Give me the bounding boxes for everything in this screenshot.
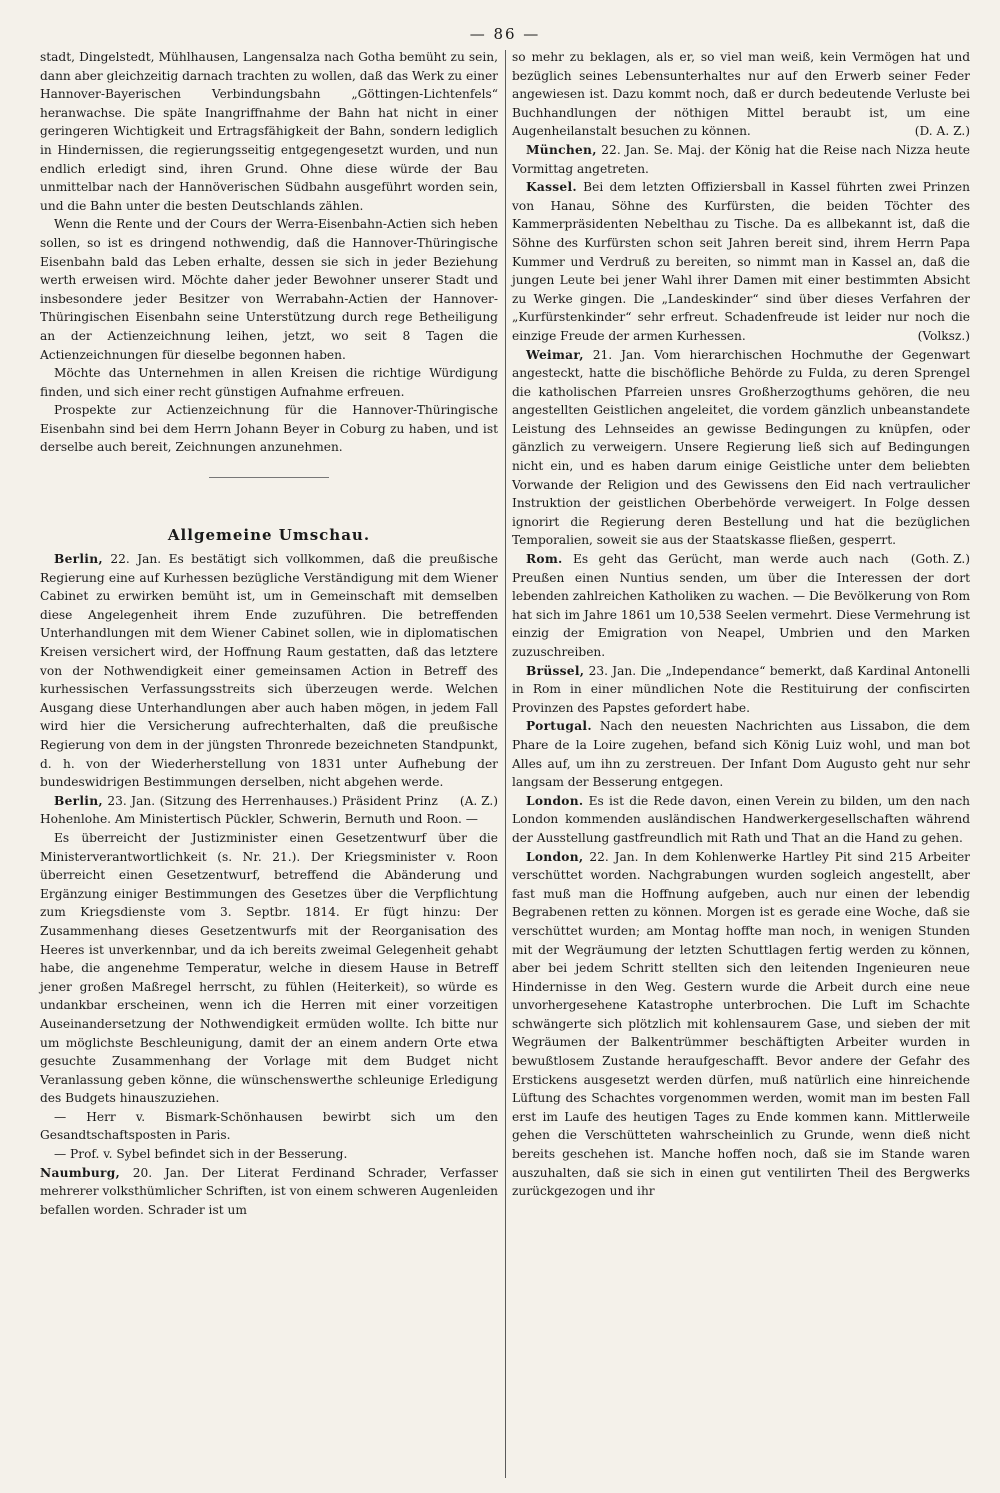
dateline: Portugal. (526, 719, 592, 734)
news-text: Es bestätigt sich vollkommen, daß die preußische Regierung eine auf Kurhessen bezügliche Verständigung mit dem Wiener Cabinet zu erwirken bemüht ist, um in Gemeinschaft mit demselben diese Angelegenheit ihrem Ende zuzuführen. Die betreffenden Unterhandlungen mit dem Wiener Cabinet sollen, wie in diplomatischen Kreisen versichert wird, der Hoffnung Raum gestatten, daß das letztere von der Nothwendigkeit einer gemeinsamen Action in Betreff des kurhessischen Verfassungsstreits sich überzeugen werde. Welchen Ausgang diese Unterhandlungen aber auch haben mögen, in jedem Fall wird hier die Versicherung aufrechterhalten, daß die preußische Regierung von dem in der jüngsten Thronrede bezeichneten Standpunkt, d. h. von der Wiederherstellung von 1831 unter Aufhebung der bundeswidrigen Bestimmungen derselben, nicht abgehen werde. (40, 552, 498, 790)
news-text: 22. Jan. Se. Maj. der König hat die Reise nach Nizza heute Vormittag angetreten. (512, 142, 970, 176)
news-item-berlin-1 (40, 550, 498, 808)
source-attribution: (A. Z.) (459, 793, 498, 808)
date: 22. Jan. (102, 552, 162, 567)
news-text: 20. Jan. Der Literat Ferdinand Schrader, Verfasser mehrerer volksthümlicher Schriften, ist von einem schweren Augenleiden befallen worden. Schrader ist um (40, 1165, 498, 1217)
article-paragraph (512, 48, 970, 141)
news-item-london-2 (512, 848, 970, 1201)
news-brief: — Herr v. Bismark-Schönhausen bewirbt sich um den Gesandtschaftsposten in Paris. (40, 1109, 498, 1143)
left-column (40, 48, 498, 1478)
news-text: so mehr zu beklagen, als er, so viel man weiß, kein Vermögen hat und bezüglich seines Lebensunterhaltes nur auf den Erwerb seiner Feder angewiesen ist. Dazu kommt noch, daß er durch bedeutende Verluste bei Buchhandlungen der nöthigen Mittel beraubt ist, um eine Augenheilanstalt besuchen zu können. (512, 50, 970, 139)
news-item-muenchen (512, 141, 970, 178)
news-text: 23. Jan. Die „Independance“ bemerkt, daß Kardinal Antonelli in Rom in einer mündlichen Note die Restituirung der confiscirten Provinzen des Papstes gefordert habe. (512, 663, 970, 715)
dateline: London. (526, 793, 584, 808)
news-text: Bei dem letzten Offiziersball in Kassel führten zwei Prinzen von Hanau, Söhne des Kurfürsten, die beiden Töchter des Kammerpräsidenten Nebelthau zu Tische. Da es allbekannt ist, daß die Söhne des Kurfürsten schon seit Jahren bereit sind, ihrem Herrn Papa Kummer und Verdruß zu bereiten, so nimmt man in Kassel an, daß die jungen Leute bei jener Wahl ihrer Damen mit einer bestimmten Absicht zu Werke gingen. Die „Landeskinder“ sind über dieses Verfahren der „Kurfürstenkinder“ sehr erfreut. Schadenfreude ist leider nur noch die einzige Freude der armen Kurhessen. (512, 180, 970, 343)
dateline: München, (526, 142, 597, 157)
news-item-portugal (512, 717, 970, 791)
news-brief: — Prof. v. Sybel befindet sich in der Besserung. (54, 1147, 348, 1162)
article-paragraph: Es überreicht der Justizminister einen Gesetzentwurf über die Ministerverantwortlichkeit (s. Nr. 21.). Der Kriegsminister v. Roon überreicht einen Gesetzentwurf, betreffend die Abänderung und Ergänzung einiger Bestimmungen des Gesetzes über die Verpflichtung zum Kriegsdienste vom 3. Septbr. 1814. Er fügt hinzu: Der Zusammenhang dieses Gesetzentwurfs mit der Reorganisation des Heeres ist unverkennbar, und da ich bereits zweimal Gelegenheit gehabt habe, die angenehme Temperatur, welche in diesem Hause in Betreff jener großen Maßregel herrscht, zu fühlen (Heiterkeit), so würde es undankbar erscheinen, wenn ich die Herren mit einer vorzeitigen Auseinandersetzung der Nothwendigkeit ermüden wollte. Ich bitte nur um möglichste Beschleunigung, damit der an einem andern Orte etwa gesuchte Zusammenhang der Vorlage mit dem Budget nicht Veranlassung geben könne, die wünschenswerthe schleunige Erledigung des Budgets hinauszuziehen. (40, 830, 498, 1106)
news-item-berlin-2 (40, 792, 498, 829)
dateline: London, (526, 849, 584, 864)
column-rule (505, 50, 506, 1478)
dateline: Berlin, (54, 552, 103, 567)
article-paragraph: Prospekte zur Actienzeichnung für die Hannover-Thüringische Eisenbahn sind bei dem Herrn Johann Beyer in Coburg zu haben, und ist derselbe auch bereit, Zeichnungen anzunehmen. (40, 403, 498, 455)
dateline: Brüssel, (526, 663, 585, 678)
news-item-bruessel (512, 662, 970, 718)
section-heading: Allgemeine Umschau. (167, 526, 371, 545)
article-paragraph: Wenn die Rente und der Cours der Werra-Eisenbahn-Actien sich heben sollen, so ist es dringend nothwendig, daß die Hannover-Thüringische Eisenbahn bald das Leben erhalte, dessen sie sich in jeder Beziehung werth erweisen wird. Möchte daher jeder Bewohner unserer Stadt und insbesondere jeder Besitzer von Werrabahn-Actien der Hannover-Thüringischen Eisenbahn seine Unterstützung durch rege Betheiligung an der Actienzeichnung leihen, jetzt, wo seit 8 Tagen die Actienzeichnungen für dieselbe begonnen haben. (40, 217, 498, 362)
news-text: 22. Jan. In dem Kohlenwerke Hartley Pit sind 215 Arbeiter verschüttet worden. Nachgrabungen wurden sogleich angestellt, aber fast muß man die Hoffnung aufgeben, auch nur einen der lebendig Begrabenen retten zu können. Morgen ist es gerade eine Woche, daß sie verschüttet wurden; am Montag hoffte man noch, in wenigen Stunden mit der Wegräumung der letzten Schuttlagen fertig werden zu können, aber bei jedem Schritt stellten sich den leitenden Ingenieuren neue Hindernisse in den Weg. Gestern wurde die Arbeit durch eine neue unvorhergesehene Katastrophe unterbrochen. Die Luft im Schachte schwängerte sich plötzlich mit kohlensaurem Gase, und sieben der mit Wegräumen der Balkentrümmer beschäftigten Arbeiter wurden in bewußtlosem Zustande heraufgeschafft. Bevor andere der Gefahr des Erstickens ausgesetzt werden dürfen, muß natürlich eine hinreichende Lüftung des Schachtes vorgenommen werden, womit man im besten Fall erst im Laufe des heutigen Tages zu Ende kommen kann. Mittlerweile gehen die Verschütteten wahrscheinlich zu Grunde, wenn dieß nicht bereits geschehen ist. Manche hoffen noch, daß sie im Stande waren auszuhalten, daß sie sich in einen gut ventilirten Theil des Bergwerks zurückgezogen und ihr (512, 849, 970, 1199)
source-attribution: (Volksz.) (917, 328, 970, 343)
article-paragraph: stadt, Dingelstedt, Mühlhausen, Langensalza nach Gotha bemüht zu sein, dann aber gleichzeitig darnach trachten zu wollen, daß das Werk zu einer Hannover-Bayerischen Verbindungsbahn „Göttingen-Lichtenfels“ heranwachse. Die späte Inangriffnahme der Bahn hat nicht in einer geringeren Wichtigkeit und Ertragsfähigkeit der Bahn, sondern lediglich in Hindernissen, die regierungsseitig entgegengesetzt wurden, und nun endlich erledigt sind, ihren Grund. Ohne diese würde der Bau unmittelbar nach der Hannöverischen Südbahn ausgeführt worden sein, und die Bahn unter die besten Deutschlands zählen. (40, 50, 498, 213)
dateline: Kassel. (526, 180, 577, 195)
news-text: Nach den neuesten Nachrichten aus Lissabon, die dem Phare de la Loire zugehen, befand sich König Luiz wohl, und man bot Alles auf, um ihn zu zerstreuen. Der Infant Dom Augusto geht nur sehr langsam der Besserung entgegen. (512, 719, 970, 790)
news-item-kassel (512, 178, 970, 345)
article-paragraph: Möchte das Unternehmen in allen Kreisen die richtige Würdigung finden, und sich einer recht günstigen Aufnahme erfreuen. (40, 366, 498, 399)
news-text: Es geht das Gerücht, man werde auch nach Preußen einen Nuntius senden, um über die Interessen der dort lebenden zahlreichen Katholiken zu wachen. — Die Bevölkerung von Rom hat sich im Jahre 1861 um 10,538 Seelen vermehrt. Diese Vermehrung ist einzig der Emigration von Neapel, Umbrien und den Marken zuzuschreiben. (512, 552, 970, 659)
section-divider (209, 477, 329, 478)
dateline: Berlin, (54, 793, 103, 808)
dateline: Rom. (526, 552, 563, 567)
source-attribution: (Goth. Z.) (910, 552, 970, 567)
right-column (512, 48, 970, 1478)
news-text: 23. Jan. (Sitzung des Herrenhauses.) Präsident Prinz Hohenlohe. Am Ministertisch Pückler, Schwerin, Bernuth und Roon. — (40, 793, 478, 827)
news-item-london-1 (512, 792, 970, 848)
news-text: Es ist die Rede davon, einen Verein zu bilden, um den nach London kommenden ausländischen Handwerkergesellschaften während der Ausstellung gastfreundlich mit Rath und That an die Hand zu gehen. (512, 793, 970, 845)
news-item-naumburg (40, 1164, 498, 1220)
columns (40, 48, 970, 1478)
source-attribution: (D. A. Z.) (914, 124, 970, 139)
dateline: Naumburg, (40, 1165, 121, 1180)
page-number: — 86 — (469, 25, 541, 43)
news-text: 21. Jan. Vom hierarchischen Hochmuthe der Gegenwart angesteckt, hatte die bischöfliche Behörde zu Fulda, zu deren Sprengel die katholischen Pfarreien unsres Großherzogthums gehören, die neu angestellten Geistlichen angeleitet, die vordem gänzlich unbeanstandete Leistung des Lehnseides an gewisse Bedingungen zu knüpfen, oder gänzlich zu verweigern. Unsere Regierung ließ sich auf Bedingungen nicht ein, und es haben darum einige Geistliche unter dem beliebten Vorwande der Religion und des Gewissens den Eid nach vertraulicher Instruktion der geistlichen Oberbehörde verweigert. In Folge dessen ignorirt die Regierung deren Bestellung und hat die bezüglichen Temporalien, soweit sie aus der Staatskasse fließen, gesperrt. (512, 347, 970, 548)
dateline: Weimar, (526, 347, 584, 362)
